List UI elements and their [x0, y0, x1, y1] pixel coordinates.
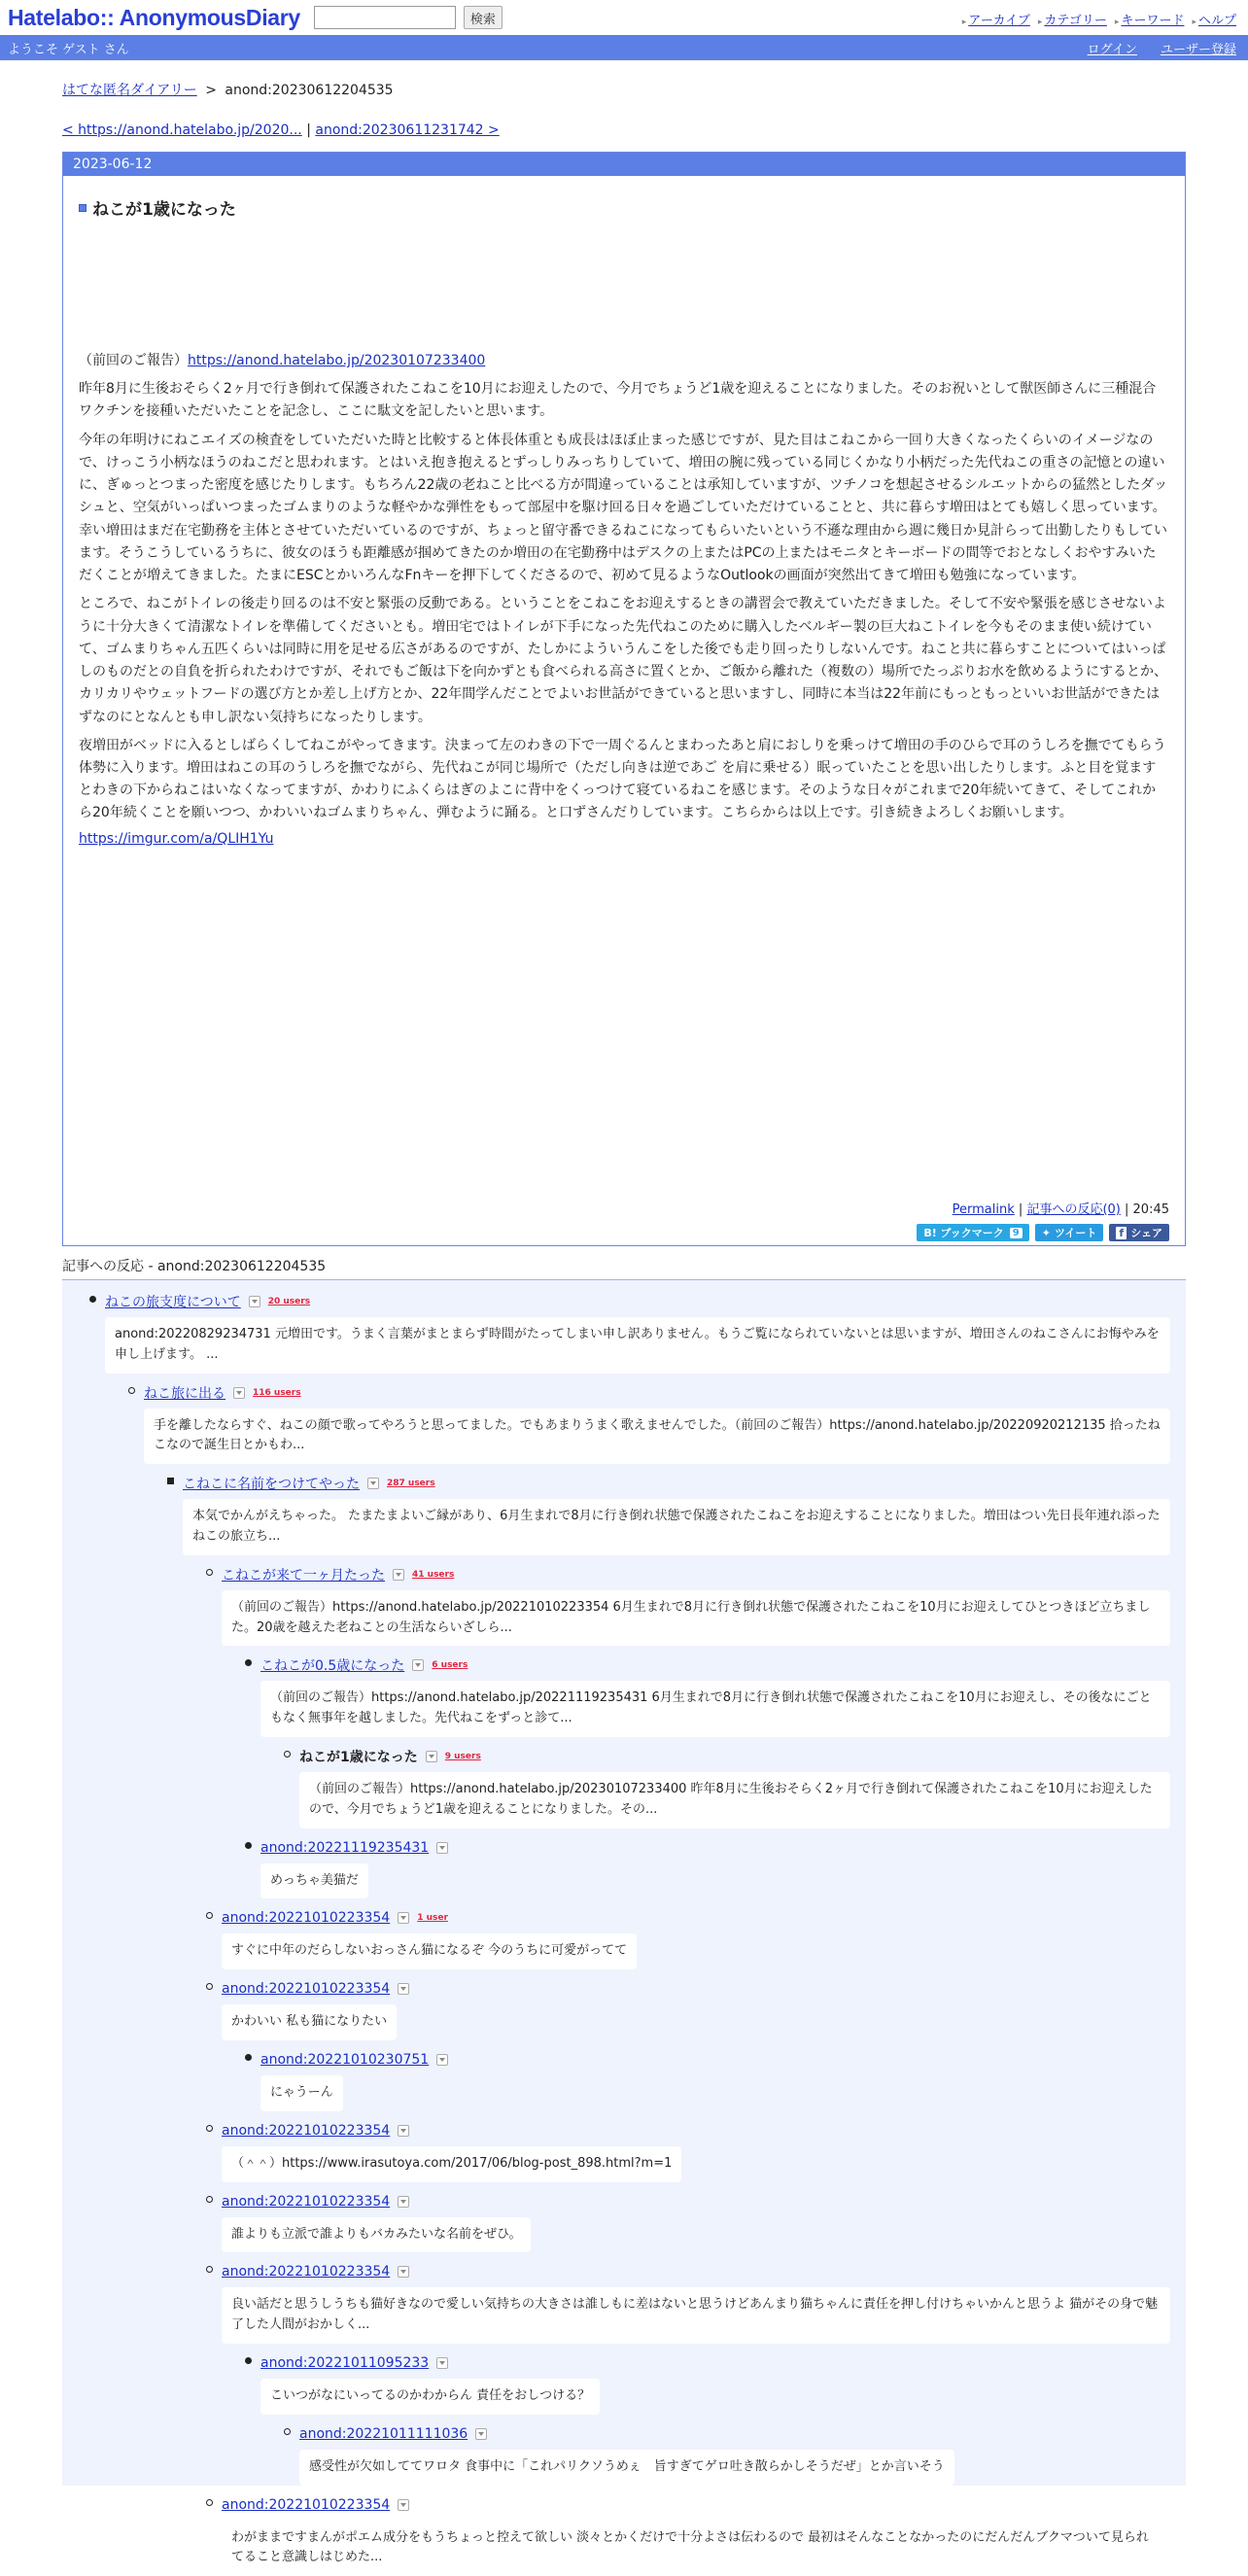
next-entry-link[interactable]: anond:20230611231742 > — [315, 122, 500, 138]
chevron-down-icon[interactable] — [412, 1659, 424, 1671]
bookmark-users-badge[interactable]: 41 users — [412, 1569, 455, 1580]
entry-body — [63, 195, 1185, 1245]
reaction-excerpt: こいつがなにいってるのかわからん 責任をおしつける？ — [260, 2379, 600, 2415]
reaction-excerpt: にゃうーん — [260, 2075, 343, 2111]
entry-paragraph: 今年の年明けにねこエイズの検査をしていただいた時と比較すると体長体重とも成長はほぼ止まった感じですが、見た目はこねこから一回り大きくなったくらいのイメージなので、けっこう小柄なほうのねこだと思われます。とはいえ抱き抱えるとずっしりみっちりしていて、増田の腕に残っている同じくかなり小柄だった先代ねこの重さの記憶との違いに、ぎゅっとつまった密度を感じたりします。もちろん22歳の老ねこと比べる方が間違っていることは承知していますが、ツチノコを想起させるシルエットからの猛然としたダッシュと、空気がいっぱいつまったゴムまりのような軽やかな弾性をもって部屋中を駆け回る日々を過ごしていただけていることと、共に暮らす増田はとても嬉しく思っています。幸い増田はまだ在宅勤務を主体とさせていただいているのですが、ちょっと留守番できるねこになってもらいたいという不遜な理由から週に幾日か見計らって出勤したりもしています。そうこうしているうちに、彼女のほうも距離感が掴めてきたのか増田の在宅勤務中はデスクの上またはPCの上またはモニタとキーボードの間等でおとなしくおやすみいただくことが増えてきました。たまにESCとかいろんなFnキーを押下してくださるので、初めて見るようなOutlookの画面が突然出てきて増田も勉強になっています。 — [79, 432, 1168, 584]
chevron-down-icon[interactable] — [393, 1569, 404, 1581]
chevron-down-icon[interactable] — [367, 1478, 379, 1489]
reaction-item — [222, 1908, 1170, 1969]
search-form — [314, 6, 503, 29]
reaction-head — [144, 1383, 1170, 1403]
reaction-head — [222, 2262, 1170, 2281]
chevron-down-icon[interactable] — [436, 1842, 448, 1854]
reaction-head — [222, 2121, 1170, 2141]
top-nav — [962, 10, 1236, 28]
entry-paragraph: 夜増田がベッドに入るとしばらくしてねこがやってきます。決まって左のわきの下で一周ぐるんとまわったあと肩におしりを乗っけて増田の手のひらで耳のうしろを撫でてもらう体勢に入ります。増田はねこの耳のうしろを撫でながら、先代ねこが同じ場所で（ただし向きは逆であご を肩に乗せる）眠っていたことを思い出したりします。ふと目を覚ますとわきの下からねこはいなくなってますが、かわりにふくらはぎのよこに背中をくっつけて寝ているねこを感じます。そのような日々がこれまで20年続いてきて、そしてこれから20年続くことを願いつつ、かわいいねゴムまりちゃん、弾むように踊る。と口ずさんだりしています。こちらからは以上です。引き続きよろしくお願いします。 — [79, 737, 1166, 821]
bullet-icon — [245, 2054, 252, 2061]
entry-paragraph: ところで、ねこがトイレの後走り回るのは不安と緊張の反動である。ということをこねこをお迎えするときの講習会で教えていただきました。そして不安や緊張を感じさせないように十分大きくて清潔なトイレを準備してくださいとも。増田宅ではトイレが下手になった先代ねこのために購入したベルギー製の巨大ねこトイレを今もそのまま使い続けていて、ゴムまりちゃん五匹くらいは同時に用を足せる広さがあるのですが、たしかによういうんこをした後でも走り回ったりしないんです。ねこと共に暮らすことについてはいっぱしのものだとの自負を折られたわけですが、それでもご飯は下を向かずとも食べられる高さに置くとか、ご飯から離れた（複数の）場所でたっぷりお水を飲めるようにするとか、カリカリやウェットフードの選び方とか差し上げ方とか、22年間学んだことでよいお世話ができていると思いますし、同時に本当は22年前にもっともっといいお世話ができたはずなのにとなんとも申し訳ない気持ちになったりします。 — [79, 596, 1167, 725]
chevron-down-icon[interactable] — [398, 1983, 409, 1995]
bullet-icon — [245, 2357, 252, 2364]
reaction-head — [222, 1979, 1170, 1999]
day-section — [62, 152, 1186, 1246]
bookmark-count: 9 — [1010, 1228, 1023, 1238]
bullet-icon — [206, 1983, 213, 1990]
reaction-excerpt: （前回のご報告）https://anond.hatelabo.jp/20221010223354 6月生まれで8月に行き倒れ状態で保護されたこねこを10月にお迎えしてひとつきほど立ちました。20歳を越えた老ねことの生活ならいざしら... — [222, 1590, 1170, 1647]
breadcrumb-home-link[interactable]: はてな匿名ダイアリー — [62, 83, 197, 98]
nav-help-link[interactable]: ▸ ヘルプ — [1192, 10, 1236, 28]
bird-icon: ✦ — [1041, 1226, 1051, 1239]
bookmark-users-badge[interactable]: 9 users — [444, 1751, 481, 1761]
bullet-icon — [206, 2125, 213, 2132]
hatena-bookmark-button[interactable] — [917, 1224, 1028, 1241]
chevron-down-icon[interactable] — [398, 1912, 409, 1924]
prev-report-link[interactable]: https://anond.hatelabo.jp/20230107233400 — [188, 353, 486, 368]
reaction-title-link[interactable]: anond:20221119235431 — [260, 1839, 430, 1856]
reaction-title-link[interactable]: anond:20221011111036 — [299, 2425, 468, 2442]
reaction-excerpt: わがままですまんがポエム成分をもうちょっと控えて欲しい 淡々とかくだけで十分よさは伝わるので 最初はそんなことなかったのにだんだんブクマついて見られてること意識しはじめた... — [222, 2521, 1170, 2576]
bullet-icon — [245, 1842, 252, 1849]
nav-keyword-link[interactable]: ▸ キーワード — [1115, 10, 1185, 28]
reaction-excerpt: （前回のご報告）https://anond.hatelabo.jp/20230107233400 昨年8月に生後おそらく2ヶ月で行き倒れて保護されたこねこを10月にお迎えしたので、今月でちょうど1歳を迎えることになりました。その... — [299, 1772, 1170, 1828]
footer-separator: | — [1018, 1202, 1023, 1217]
reaction-title-link[interactable]: anond:20221010223354 — [222, 2122, 391, 2139]
chevron-down-icon[interactable] — [436, 2357, 448, 2369]
prev-entry-link[interactable]: < https://anond.hatelabo.jp/2020... — [62, 122, 302, 138]
reaction-head — [299, 1747, 1170, 1766]
reaction-title-link[interactable]: ねこ旅に出る — [144, 1385, 225, 1402]
prev-report-line — [79, 350, 1169, 372]
reaction-title-link[interactable]: anond:20221010223354 — [222, 1910, 391, 1927]
reaction-excerpt: （＾＾）https://www.irasutoya.com/2017/06/blog-post_898.html?m=1 — [222, 2146, 681, 2182]
hatebu-label: B! ブックマーク — [923, 1227, 1004, 1239]
breadcrumb-separator: > — [205, 83, 217, 98]
bullet-icon — [206, 1912, 213, 1919]
register-link[interactable]: ユーザー登録 — [1160, 42, 1236, 57]
reaction-title-link[interactable]: こねこが来て一ヶ月たった — [222, 1567, 385, 1584]
reaction-item — [260, 2050, 1170, 2111]
reactions-tree — [62, 1280, 1186, 2565]
search-button[interactable]: 検索 — [464, 6, 503, 29]
reaction-item — [144, 1383, 1170, 1465]
tweet-label: ツイート — [1054, 1227, 1097, 1239]
reaction-item — [222, 2262, 1170, 2344]
facebook-share-button[interactable] — [1109, 1224, 1169, 1241]
reaction-current-title: ねこが1歳になった — [299, 1749, 418, 1765]
reaction-title-link[interactable]: ねこの旅支度について — [105, 1295, 241, 1310]
reaction-head — [299, 2424, 1170, 2444]
reactions-heading: 記事への反応 - anond:20230612204535 — [62, 1256, 1186, 1280]
reaction-item — [105, 1292, 1170, 1374]
chevron-down-icon[interactable] — [436, 2054, 448, 2066]
bullet-icon — [206, 2266, 213, 2273]
chevron-down-icon[interactable] — [233, 1387, 245, 1399]
reaction-excerpt: かわいい 私も猫になりたい — [222, 2004, 397, 2040]
reaction-head — [222, 1565, 1170, 1584]
bullet-icon — [89, 1296, 96, 1303]
bookmark-users-badge[interactable]: 287 users — [387, 1479, 435, 1489]
bookmark-users-badge[interactable]: 1 user — [417, 1913, 448, 1924]
reaction-head — [260, 1838, 1170, 1858]
main-content — [0, 80, 1248, 2565]
reaction-excerpt: 本気でかんがえちゃった。 たまたまよいご縁があり、6月生まれで8月に行き倒れ状態で保護されたこねこをお迎えすることになりました。増田はつい先日長年連れ添ったねこの旅立ち... — [183, 1499, 1170, 1555]
fb-share-label: シェア — [1130, 1227, 1162, 1239]
chevron-down-icon[interactable] — [398, 2125, 409, 2137]
banner — [0, 0, 1248, 35]
entry-title — [79, 195, 1169, 220]
reaction-excerpt: 誰よりも立派で誰よりもバカみたいな名前をぜひ。 — [222, 2217, 531, 2253]
reaction-head — [260, 2353, 1170, 2373]
bookmark-users-badge[interactable]: 20 users — [267, 1297, 311, 1306]
reaction-item — [299, 2424, 1170, 2486]
chevron-down-icon[interactable] — [398, 2499, 409, 2511]
bookmark-users-badge[interactable]: 6 users — [432, 1660, 468, 1671]
reaction-title-link[interactable]: こねこに名前をつけてやった — [183, 1477, 360, 1493]
prev-report-label: （前回のご報告） — [79, 353, 188, 368]
reaction-excerpt: （前回のご報告）https://anond.hatelabo.jp/20221119235431 6月生まれで8月に行き倒れ状態で保護されたこねこを10月にお迎えし、その後なにごともなく無事年を越しました。先代ねこをずっと診て... — [260, 1681, 1170, 1737]
footer-separator: | — [1125, 1202, 1129, 1217]
permalink[interactable]: Permalink — [952, 1202, 1015, 1217]
bullet-icon — [167, 1478, 174, 1484]
chevron-down-icon[interactable] — [475, 2428, 487, 2440]
reaction-head — [183, 1474, 1170, 1493]
reaction-title-link[interactable]: anond:20221011095233 — [260, 2354, 430, 2371]
imgur-link[interactable]: https://imgur.com/a/QLIH1Yu — [79, 830, 274, 847]
chevron-down-icon[interactable] — [398, 2266, 409, 2278]
reaction-head — [222, 2495, 1170, 2515]
share-buttons — [917, 1224, 1169, 1241]
welcome-text: ようこそ ゲスト さん — [8, 42, 129, 57]
chevron-down-icon[interactable] — [426, 1751, 437, 1762]
reaction-item — [260, 1655, 1170, 1737]
bookmark-users-badge[interactable]: 116 users — [253, 1387, 301, 1398]
reaction-head — [260, 2050, 1170, 2070]
reactions-link[interactable]: 記事への反応(0) — [1026, 1202, 1121, 1217]
reaction-excerpt: すぐに中年のだらしないおっさん猫になるぞ 今のうちに可愛がってて — [222, 1933, 637, 1969]
reaction-excerpt: 良い話だと思うしうちも猫好きなので愛しい気持ちの大きさは誰しもに差はないと思うけどあんまり猫ちゃんに責任を押し付けちゃいかんと思うよ 猫がその身で魅了した人間がおかしく... — [222, 2287, 1170, 2344]
bullet-icon — [245, 1659, 252, 1666]
reaction-title-link[interactable]: anond:20221010230751 — [260, 2051, 430, 2068]
bullet-icon — [206, 2499, 213, 2506]
bullet-icon — [206, 1569, 213, 1576]
chevron-down-icon[interactable] — [249, 1296, 260, 1307]
chevron-down-icon[interactable] — [398, 2196, 409, 2208]
breadcrumb — [62, 80, 1186, 99]
reaction-excerpt: めっちゃ美猫だ — [260, 1863, 368, 1899]
reaction-item — [222, 2192, 1170, 2253]
search-input[interactable] — [314, 6, 456, 29]
bullet-icon — [284, 1751, 291, 1758]
reaction-item — [299, 1747, 1170, 1828]
reaction-head — [222, 1908, 1170, 1928]
pager-separator: | — [306, 122, 311, 138]
reaction-item — [183, 1474, 1170, 1555]
entry-footer — [953, 1199, 1169, 1217]
nav-category-link[interactable]: ▸ カテゴリー — [1038, 10, 1107, 28]
facebook-icon: f — [1116, 1227, 1127, 1239]
reaction-head — [222, 2192, 1170, 2211]
site-logo[interactable]: Hatelabo:: AnonymousDiary — [8, 4, 300, 30]
reaction-title-link[interactable]: anond:20221010223354 — [222, 2496, 391, 2513]
reaction-item — [222, 1565, 1170, 1647]
bullet-icon — [128, 1387, 135, 1394]
entry-time: 20:45 — [1132, 1202, 1169, 1217]
entry-pager — [62, 122, 1186, 138]
reaction-head — [260, 1655, 1170, 1675]
entry-marker-icon — [79, 204, 87, 212]
day-date: 2023-06-12 — [63, 153, 1185, 176]
reaction-item — [260, 1838, 1170, 1899]
nav-archive-link[interactable]: ▸ アーカイブ — [962, 10, 1030, 28]
reaction-item — [222, 2495, 1170, 2576]
reaction-title-link[interactable]: anond:20221010223354 — [222, 2193, 391, 2210]
bullet-icon — [206, 2196, 213, 2203]
reaction-head — [105, 1292, 1170, 1311]
user-bar — [0, 35, 1248, 60]
entry-paragraph: 昨年8月に生後おそらく2ヶ月で行き倒れて保護されたこねこを10月にお迎えしたので、今月でちょうど1歳を迎えることになりました。そのお祝いとして獣医師さんに三種混合ワクチンを接種いただいたことを記念し、ここに駄文を記したいと思います。 — [79, 381, 1157, 420]
reaction-title-link[interactable]: anond:20221010223354 — [222, 2264, 391, 2280]
reaction-excerpt: anond:20220829234731 元増田です。うまく言葉がまとまらず時間がたってしまい申し訳ありません。もうご覧になられていないとは思いますが、増田さんのねこさんにお悔やみを申し上げます。 ... — [105, 1317, 1170, 1374]
reaction-item — [222, 1979, 1170, 2040]
reaction-excerpt: 手を離したならすぐ、ねこの顔で歌ってやろうと思ってました。でもあまりうまく歌えませんでした。（前回のご報告）https://anond.hatelabo.jp/20220920212135 拾ったねこなので誕生日とかもわ... — [144, 1409, 1170, 1465]
entry-title-text: ねこが1歳になった — [92, 200, 236, 220]
reaction-title-link[interactable]: こねこが0.5歳になった — [260, 1658, 405, 1675]
reaction-item — [222, 2121, 1170, 2182]
login-link[interactable]: ログイン — [1087, 42, 1137, 57]
tweet-button[interactable] — [1035, 1224, 1104, 1241]
breadcrumb-current: anond:20230612204535 — [225, 83, 394, 98]
bullet-icon — [284, 2428, 291, 2435]
reaction-item — [260, 2353, 1170, 2415]
reaction-title-link[interactable]: anond:20221010223354 — [222, 1981, 391, 1998]
reaction-excerpt: 感受性が欠如しててワロタ 食事中に「これパリクソうめぇ 旨すぎてゲロ吐き散らかしそうだぜ」とか言いそう — [299, 2450, 954, 2486]
